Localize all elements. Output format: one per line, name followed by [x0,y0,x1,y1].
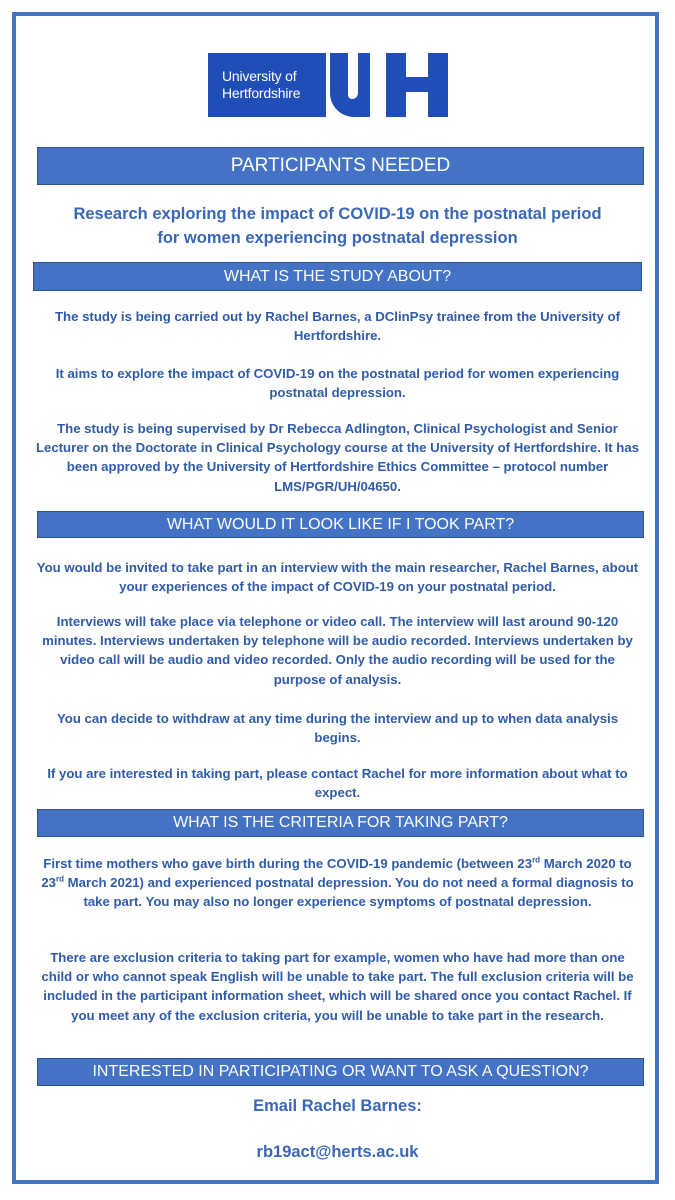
about-paragraph-3: The study is being supervised by Dr Rebecca Adlington, Clinical Psychologist and Senior Lecturer on the Doctorate in Clinical Psychology course at the University of Hertfordshire. It has been approved by the University of Hertfordshire Ethics Committee – protocol number LMS/PGR/UH/04650. [35,421,640,494]
participation-paragraph-4: If you are interested in taking part, please contact Rachel for more information about what to expect. [47,766,628,801]
section-heading-contact: INTERESTED IN PARTICIPATING OR WANT TO ASK A QUESTION? [37,1058,644,1086]
logo-line-2: Hertfordshire [222,85,301,101]
section-heading-criteria: WHAT IS THE CRITERIA FOR TAKING PART? [37,809,644,837]
criteria-paragraph-2: There are exclusion criteria to taking part for example, women who have had more than one child or who cannot speak English will be unable to take part. The full exclusion criteria will be included in the participant information sheet, which will be shared once you contact Rachel. If you meet any of the exclusion criteria, you will be unable to take part in the research. [41,950,634,1023]
contact-email: rb19act@herts.ac.uk [256,1143,419,1161]
uh-letters-icon [326,53,458,117]
participation-paragraph-1: You would be invited to take part in an interview with the main researcher, Rachel Barnes, about your experiences of the impact of COVID-19 on your postnatal period. [36,560,639,595]
study-title-line-1: Research exploring the impact of COVID-19 on the postnatal period [73,205,602,223]
participation-paragraph-2: Interviews will take place via telephone or video call. The interview will last around 90-120 minutes. Interviews undertaken by telephone will be audio recorded. Interviews undertaken by video call will be audio and video recorded. Only the audio recording will be used for the purpose of analysis. [42,614,633,687]
participants-needed-banner: PARTICIPANTS NEEDED [37,147,644,185]
study-title-line-2: for women experiencing postnatal depression [157,229,518,247]
logo-wordmark [208,53,326,117]
university-logo [208,53,458,117]
about-paragraph-2: It aims to explore the impact of COVID-19 on the postnatal period for women experiencing postnatal depression. [55,366,620,401]
about-paragraph-1: The study is being carried out by Rachel Barnes, a DClinPsy trainee from the University of Hertfordshire. [54,309,620,344]
logo-line-1: University of [222,68,297,84]
section-heading-about: WHAT IS THE STUDY ABOUT? [33,262,642,291]
logo-uh-mark [326,53,458,117]
contact-label: Email Rachel Barnes: [253,1097,422,1115]
criteria-paragraph-1: First time mothers who gave birth during the COVID-19 pandemic (between 23rd March 2020 to 23rd March 2021) and experienced postnatal depression. You do not need a formal diagnosis to take part. You may also no longer experience symptoms of postnatal depression. [41,855,634,910]
participation-paragraph-3: You can decide to withdraw at any time during the interview and up to when data analysis begins. [56,711,619,746]
section-heading-participation: WHAT WOULD IT LOOK LIKE IF I TOOK PART? [37,511,644,538]
